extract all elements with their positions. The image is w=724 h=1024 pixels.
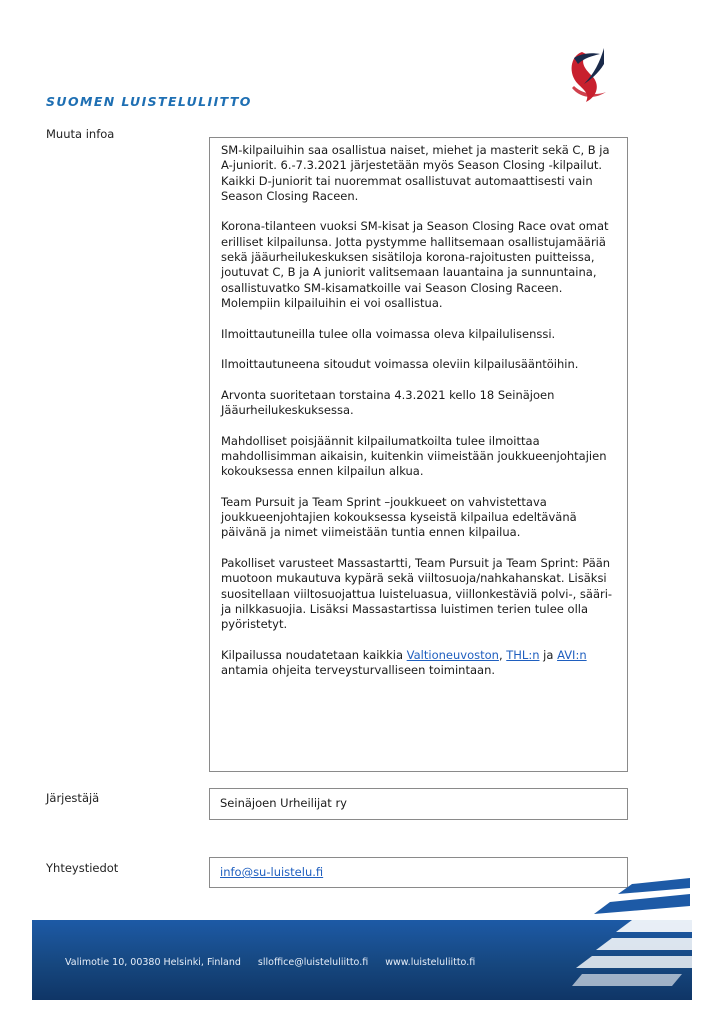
info-box — [209, 137, 628, 772]
footer-swoosh-icon — [570, 878, 690, 928]
organizer-label: Järjestäjä — [46, 791, 100, 805]
text-fragment: ja — [539, 647, 558, 662]
valtioneuvosto-link[interactable]: Valtioneuvoston — [406, 647, 499, 662]
text-fragment: , — [498, 647, 507, 662]
luisteluliitto-logo-icon — [560, 44, 620, 106]
info-paragraph-links — [221, 648, 617, 679]
footer-website: www.luisteluliitto.fi — [385, 957, 476, 968]
organizer-value — [209, 788, 628, 820]
info-label: Muuta infoa — [46, 127, 115, 141]
text-fragment: antamia ohjeita terveysturvalliseen toimintaan. — [221, 663, 496, 678]
info-paragraph: Team Pursuit ja Team Sprint –joukkueet on vahvistettava joukkueenjohtajien kokouksessa kyseistä kilpailua edeltävänä päivänä ja nimet viimeistään tuntia ennen kilpailua. — [221, 494, 577, 540]
organizer-name: Seinäjoen Urheilijat ry — [220, 796, 347, 810]
info-paragraph: Pakolliset varusteet Massastartti, Team Pursuit ja Team Sprint: Pään muotoon mukautuva kypärä sekä viiltosuoja/nahkahanskat. Lisäksi suositellaan viiltosuojattua luisteluasua, viillonkestäviä polvi-, sääri- ja nilkkasuojia. Lisäksi Massastartissa luistimen terien tulee olla pyöristetyt. — [221, 556, 613, 632]
info-paragraph: Arvonta suoritetaan torstaina 4.3.2021 kello 18 Seinäjoen Jääurheilukeskuksessa. — [221, 387, 555, 418]
info-paragraph: SM-kilpailuihin saa osallistua naiset, miehet ja masterit sekä C, B ja A-juniorit. 6.-7.3.2021 järjestetään myös Season Closing -kilpailut. Kaikki D-juniorit tai nuoremmat osallistuvat automaattisesti vain Season Closing Raceen. — [221, 143, 610, 203]
contact-label: Yhteystiedot — [46, 861, 119, 875]
footer-stripes-icon — [572, 920, 692, 1000]
info-paragraph: Korona-tilanteen vuoksi SM-kisat ja Season Closing Race ovat omat erilliset kilpailunsa. Jotta pystymme hallitsemaan osallistujamääriä sekä jääurheilukeskuksen sisätiloja korona-rajoitusten puitteissa, joutuvat C, B ja A juniorit valitsemaan lauantaina ja sunnuntaina, osallistuvatko SM-kisamatkoille vai Season Closing Raceen. Molempiin kilpailuihin ei voi osallistua. — [221, 219, 609, 310]
text-fragment: Kilpailussa noudatetaan kaikkia — [221, 647, 407, 662]
org-name: SUOMEN LUISTELULIITTO — [46, 94, 252, 109]
info-paragraph: Ilmoittautuneilla tulee olla voimassa oleva kilpailulisenssi. — [221, 326, 556, 341]
avi-link[interactable]: AVI:n — [557, 647, 587, 662]
contact-value — [209, 857, 628, 888]
info-paragraph: Ilmoittautuneena sitoudut voimassa oleviin kilpailusääntöihin. — [221, 357, 579, 372]
footer-banner — [32, 920, 692, 1000]
footer-contact-line — [65, 957, 489, 968]
thl-link[interactable]: THL:n — [506, 647, 540, 662]
footer-address: Valimotie 10, 00380 Helsinki, Finland — [65, 957, 241, 968]
footer-email: slloffice@luisteluliitto.fi — [257, 957, 369, 968]
contact-email-link[interactable]: info@su-luistelu.fi — [220, 865, 324, 879]
info-paragraph: Mahdolliset poisjäännit kilpailumatkoilta tulee ilmoittaa mahdollisimman aikaisin, kuitenkin viimeistään joukkueenjohtajien kokouksessa ennen kilpailun alkua. — [221, 433, 607, 479]
